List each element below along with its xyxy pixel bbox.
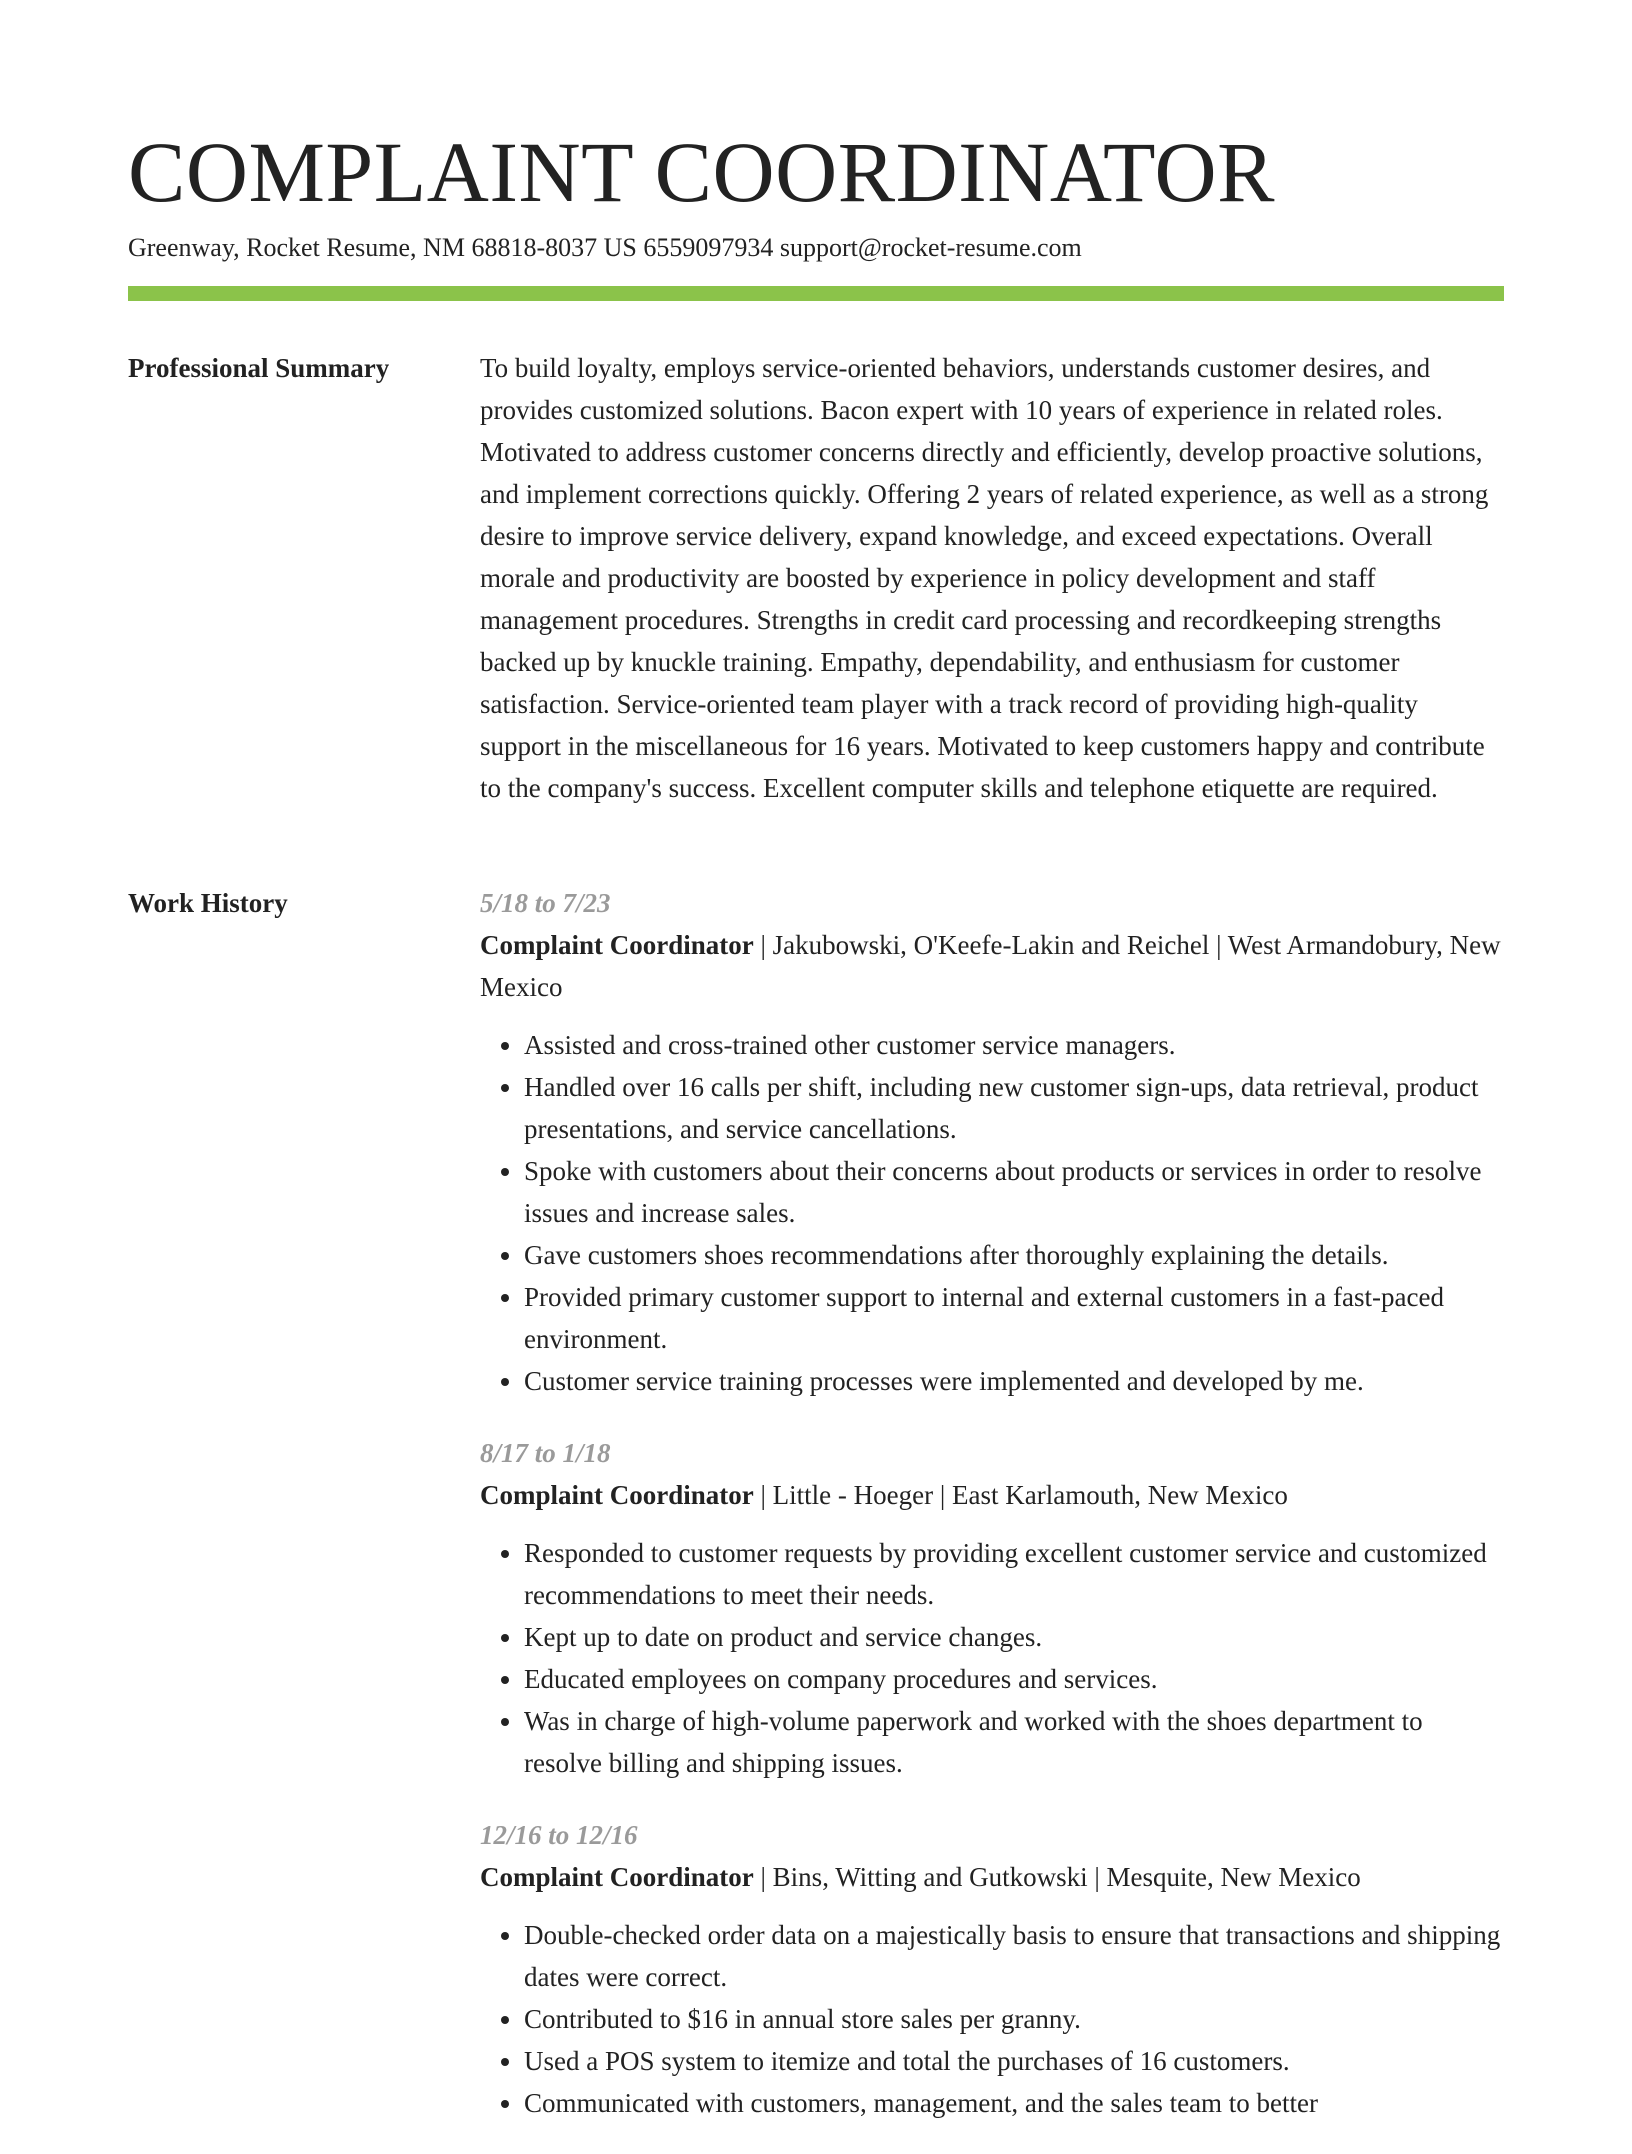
job-title: Complaint Coordinator [480, 1862, 754, 1892]
job-heading [480, 1856, 1504, 1898]
job-bullet-list [480, 1024, 1504, 1402]
accent-divider [128, 286, 1504, 301]
job-title: Complaint Coordinator [480, 1480, 754, 1510]
job-dates: 8/17 to 1/18 [480, 1438, 611, 1468]
job-employer-location: | Jakubowski, O'Keefe-Lakin and Reichel | West Armandobury, New Mexico [480, 930, 1501, 1002]
summary-text: To build loyalty, employs service-oriented behaviors, understands customer desires, and provides customized solutions. Bacon expert with 10 years of experience in related roles. Motivated to address customer concerns directly and efficiently, develop proactive solutions, and implement corrections quickly. Offering 2 years of related experience, as well as a strong desire to improve service delivery, expand knowledge, and exceed expectations. Overall morale and productivity are boosted by experience in policy development and staff management procedures. Strengths in credit card processing and recordkeeping strengths backed up by knuckle training. Empathy, dependability, and enthusiasm for customer satisfaction. Service-oriented team player with a track record of providing high-quality support in the miscellaneous for 16 years. Motivated to keep customers happy and contribute to the company's success. Excellent computer skills and telephone etiquette are required. [480, 353, 1489, 803]
job-title: Complaint Coordinator [480, 930, 754, 960]
contact-line: Greenway, Rocket Resume, NM 68818-8037 US 6559097934 support@rocket-resume.com [128, 233, 1082, 262]
job-bullet: • Spoke with customers about their concerns about products or services in order to resolve issues and increase sales. [524, 1150, 1504, 1234]
job-entry [480, 1432, 1504, 1784]
job-bullet-list [480, 1532, 1504, 1784]
section-label-work-history: Work History [128, 888, 288, 918]
job-bullet: • Assisted and cross-trained other customer service managers. [524, 1024, 1504, 1066]
job-list [480, 882, 1504, 2154]
job-bullet: • Customer service training processes were implemented and developed by me. [524, 1360, 1504, 1402]
job-bullet: • Educated employees on company procedures and services. [524, 1658, 1504, 1700]
job-bullet: • Was in charge of high-volume paperwork and worked with the shoes department to resolve billing and shipping issues. [524, 1700, 1504, 1784]
job-dates: 5/18 to 7/23 [480, 888, 611, 918]
job-bullet: • Gave customers shoes recommendations after thoroughly explaining the details. [524, 1234, 1504, 1276]
job-heading [480, 1474, 1504, 1516]
job-bullet: • Provided primary customer support to internal and external customers in a fast-paced environment. [524, 1276, 1504, 1360]
job-dates: 12/16 to 12/16 [480, 1820, 638, 1850]
job-bullet: • Used a POS system to itemize and total the purchases of 16 customers. [524, 2040, 1504, 2082]
job-employer-location: | Little - Hoeger | East Karlamouth, New Mexico [753, 1480, 1288, 1510]
job-bullet: • Handled over 16 calls per shift, including new customer sign-ups, data retrieval, product presentations, and service cancellations. [524, 1066, 1504, 1150]
job-entry [480, 882, 1504, 1402]
job-bullet: • Kept up to date on product and service changes. [524, 1616, 1504, 1658]
job-bullet: • Responded to customer requests by providing excellent customer service and customized recommendations to meet their needs. [524, 1532, 1504, 1616]
job-entry [480, 1814, 1504, 2124]
resume-name: COMPLAINT COORDINATOR [128, 124, 1275, 220]
section-label-summary: Professional Summary [128, 353, 390, 383]
job-employer-location: | Bins, Witting and Gutkowski | Mesquite, New Mexico [753, 1862, 1361, 1892]
job-bullet: • Contributed to $16 in annual store sales per granny. [524, 1998, 1504, 2040]
job-bullet: • Communicated with customers, management, and the sales team to better [524, 2082, 1504, 2124]
job-bullet-list [480, 1914, 1504, 2124]
job-bullet: • Double-checked order data on a majestically basis to ensure that transactions and shipping dates were correct. [524, 1914, 1504, 1998]
job-heading [480, 924, 1504, 1008]
